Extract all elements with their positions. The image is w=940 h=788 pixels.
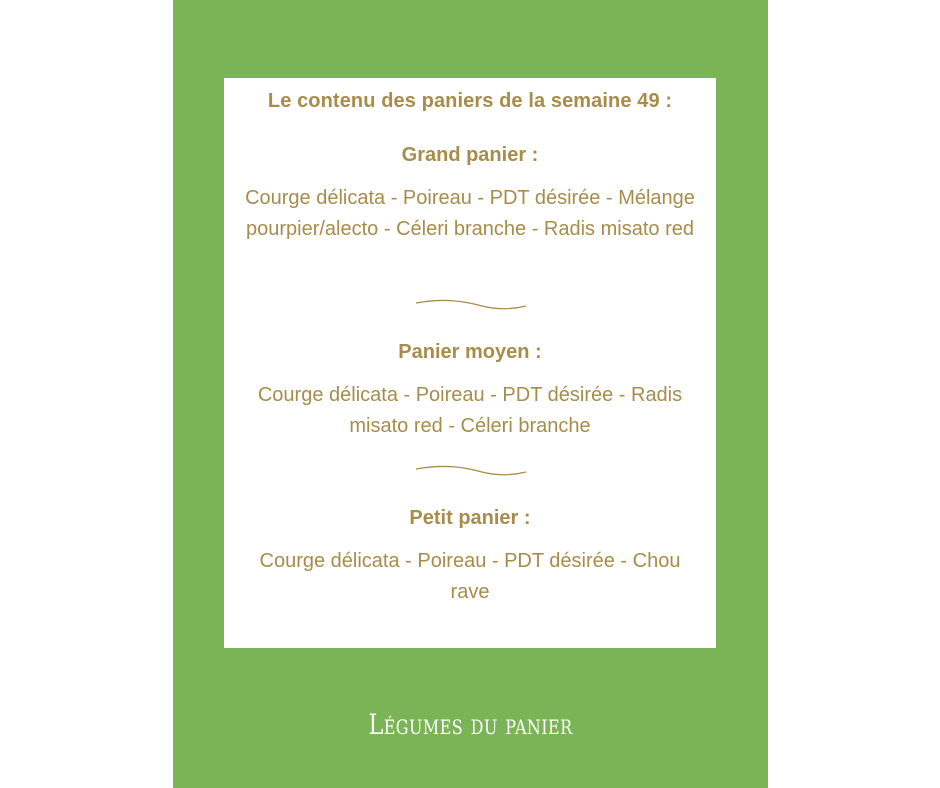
poster-background (173, 0, 768, 788)
footer-title: Légumes du panier (368, 708, 573, 741)
wave-divider-icon (414, 463, 528, 479)
wave-divider-icon (414, 297, 528, 313)
panier-moyen-title: Panier moyen : (398, 341, 542, 363)
panier-moyen-items: Courge délicata - Poireau - PDT désirée - Radis misato red - Céleri branche (257, 384, 683, 437)
grand-panier-title: Grand panier : (401, 144, 539, 166)
petit-panier-items: Courge délicata - Poireau - PDT désirée - Chou rave (259, 550, 681, 603)
basket-content-card (224, 78, 716, 648)
grand-panier-items: Courge délicata - Poireau - PDT désirée - Mélange pourpier/alecto - Céleri branche - Radis misato red (245, 187, 695, 240)
petit-panier-title: Petit panier : (409, 507, 531, 529)
card-title: Le contenu des paniers de la semaine 49 : (267, 90, 673, 112)
